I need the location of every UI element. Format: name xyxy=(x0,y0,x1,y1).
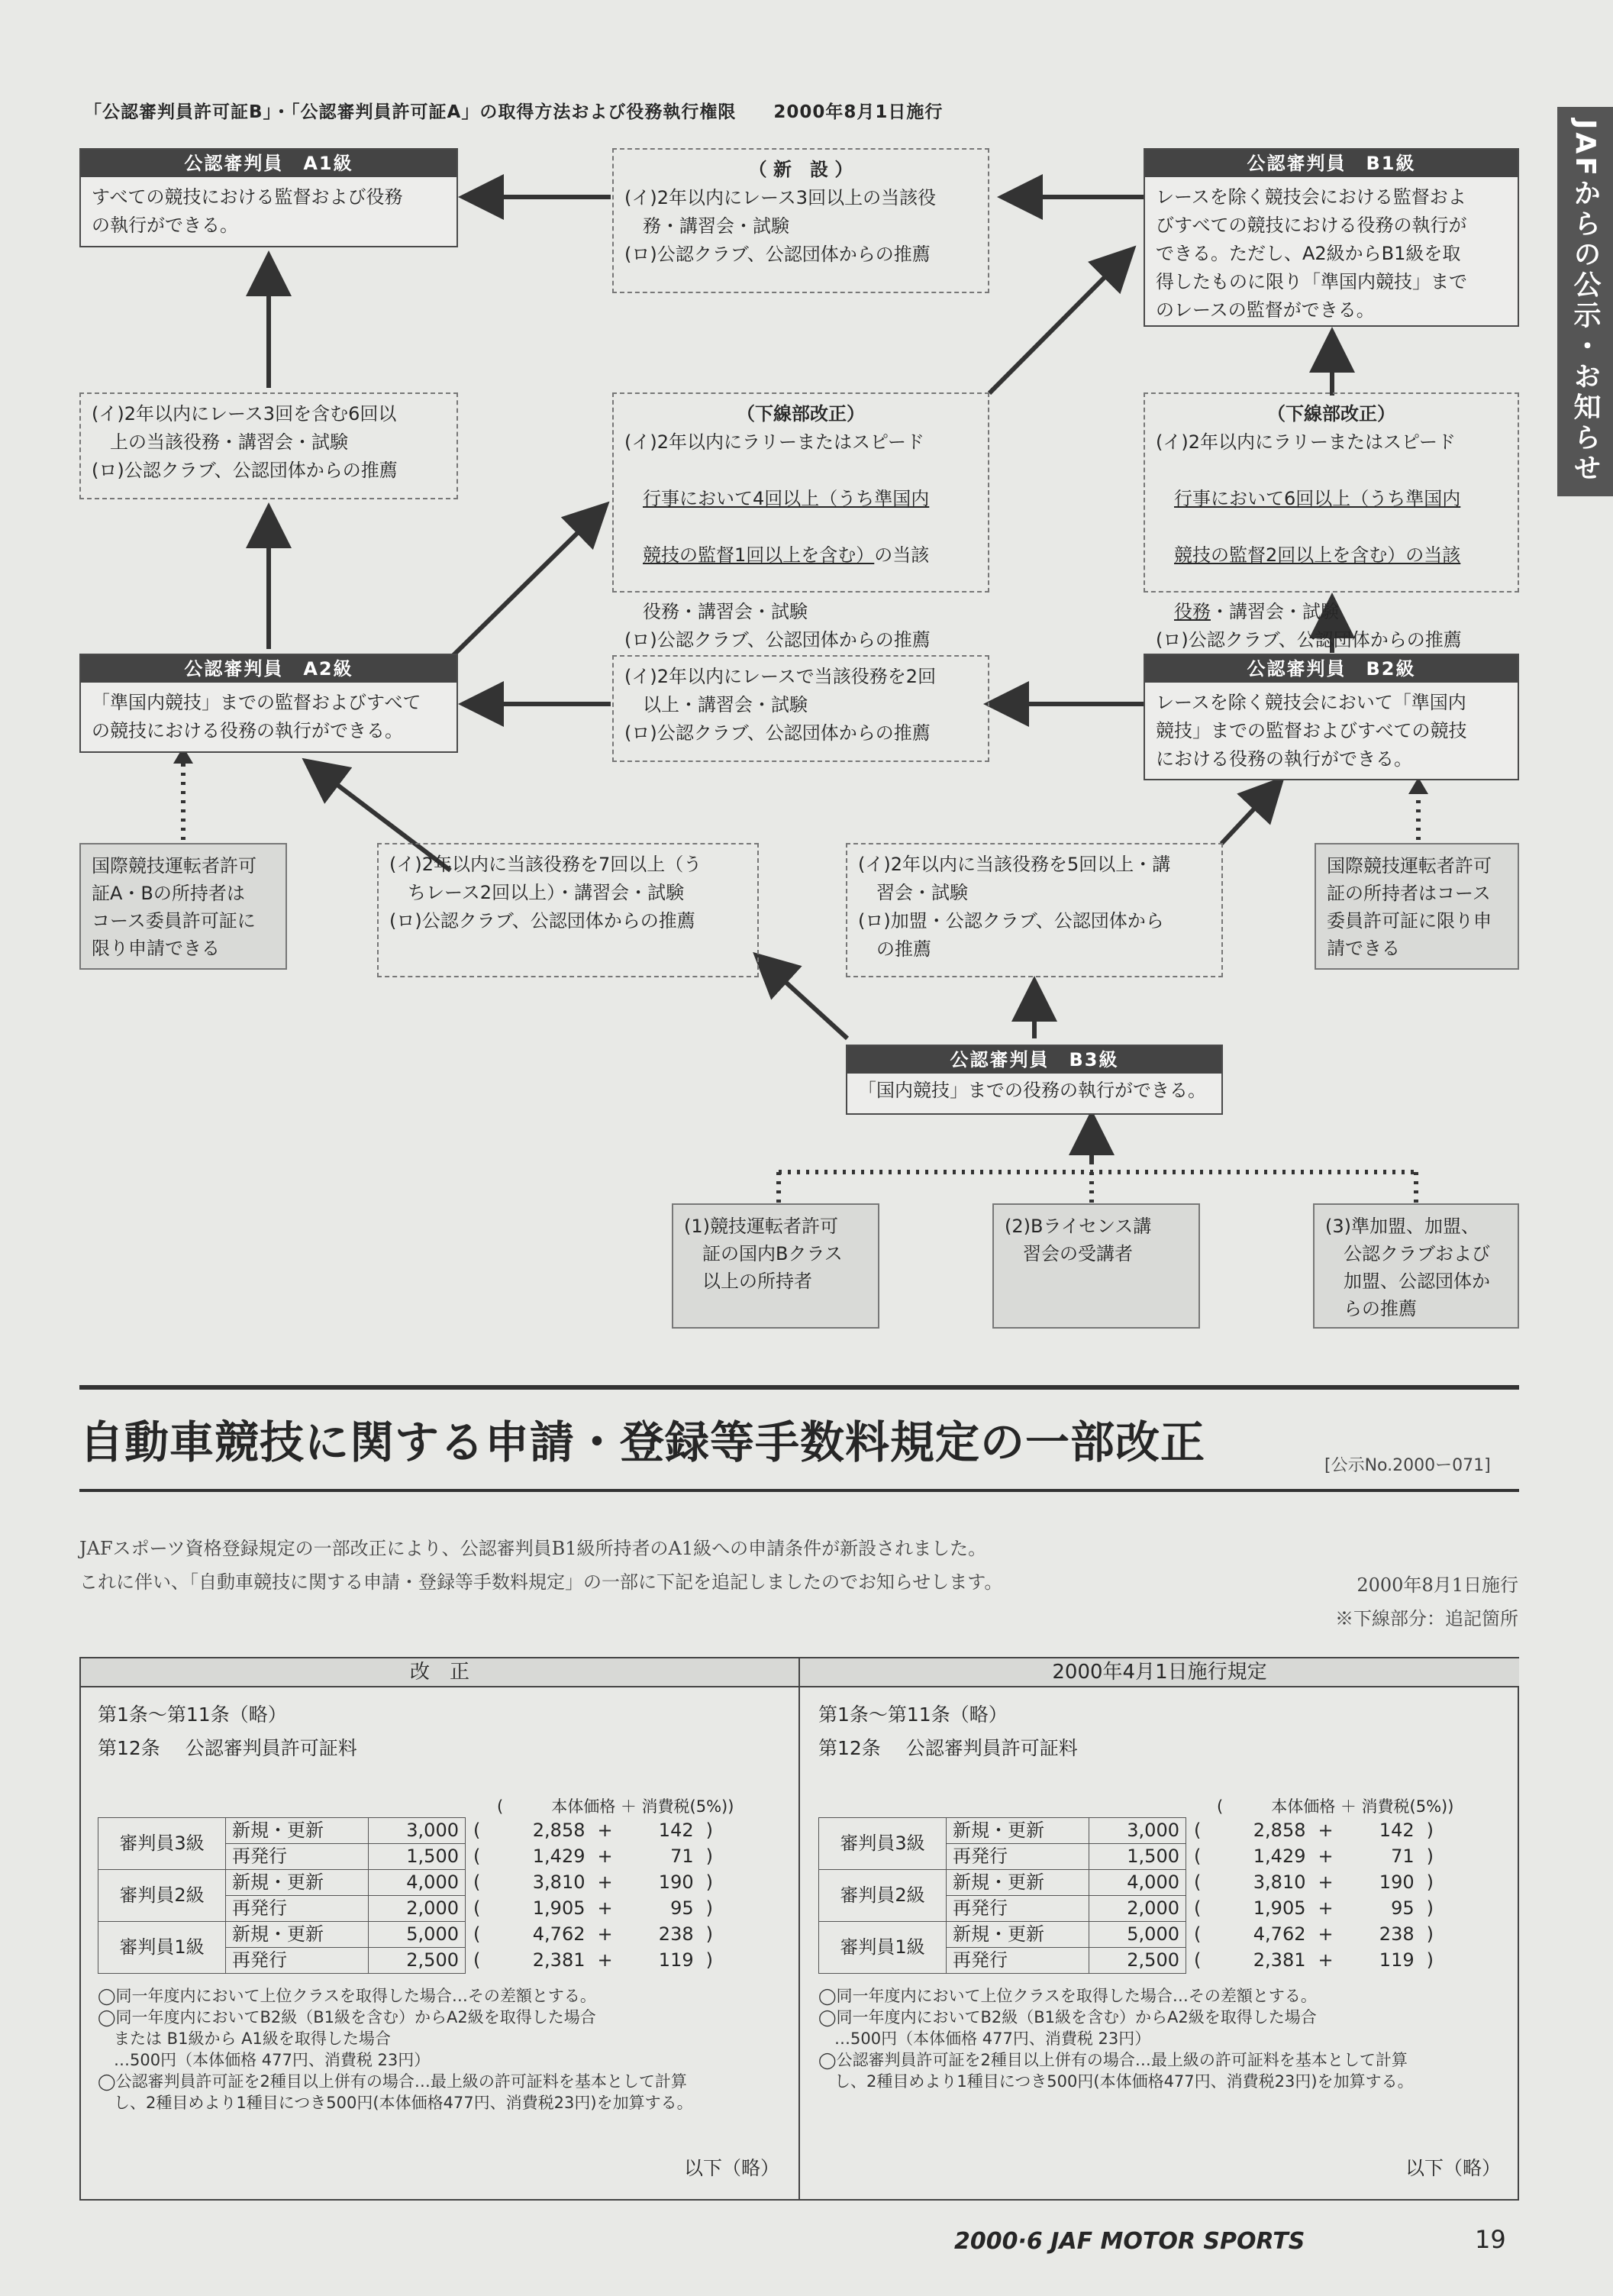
header-title: 「公認審判員許可証B」・「公認審判員許可証A」の取得方法および役務執行権限 xyxy=(84,102,737,122)
underline-remark: ※下線部分：追記箇所 xyxy=(1335,1608,1518,1629)
base-price-cell: 2,858 xyxy=(532,1820,586,1841)
fee-comparison-table xyxy=(79,1657,1519,2201)
fee-left-price-head: ( 本体価格 ＋ 消費税(5%)) xyxy=(497,1797,734,1816)
cond-a2b1-box xyxy=(612,392,989,651)
fee-amount-cell: 3,000 xyxy=(369,1818,466,1844)
fee-type-cell: 新規・更新 xyxy=(947,1818,1089,1844)
b3-title: 公認審判員 B3級 xyxy=(847,1046,1221,1074)
cond-a2b1-head: （下線部改正） xyxy=(737,403,865,425)
cond-a2a1-ro: (ロ)公認クラブ、公認団体からの推薦 xyxy=(92,460,398,481)
fee-amount-cell: 4,000 xyxy=(369,1870,466,1896)
side-tab: JAFからの公示・お知らせ xyxy=(1557,107,1613,496)
source-box-3: (3)準加盟、加盟、 公認クラブおよび 加盟、公認団体か らの推薦 xyxy=(1313,1203,1519,1329)
fee-left-header: 改 正 xyxy=(81,1658,798,1687)
fee-type-cell: 再発行 xyxy=(947,1948,1089,1974)
grade-cell: 審判員1級 xyxy=(819,1922,947,1974)
b1-text: レースを除く競技会における監督およ びすべての競技における役務の執行が できる。ただし、A2級からB1級を取 得したものに限り「準国内競技」まで のレースの監督ができる。 xyxy=(1156,186,1467,321)
cond-b3a2-i: (イ)2年以内に当該役務を7回以上（う ちレース2回以上）・講習会・試験 xyxy=(389,854,702,903)
fee-amount-cell: 5,000 xyxy=(1089,1922,1186,1948)
paren-close: ) xyxy=(705,1871,713,1893)
cond-b2a2-i: (イ)2年以内にレースで当該役務を2回 以上・講習会・試験 xyxy=(624,666,937,715)
cond-new-head: （ 新 設 ） xyxy=(748,159,853,180)
cond-a2a1-i: (イ)2年以内にレース3回を含む6回以 上の当該役務・講習会・試験 xyxy=(92,403,397,453)
section-rule-bottom xyxy=(79,1489,1519,1492)
plus-sign: + xyxy=(597,1949,613,1971)
tax-cell: 142 xyxy=(1379,1820,1415,1841)
base-price-cell: 1,905 xyxy=(1253,1897,1306,1919)
effective-date: 2000年8月1日施行 xyxy=(1357,1574,1518,1596)
plus-sign: + xyxy=(597,1923,613,1945)
arrow-cond-to-b2 xyxy=(1221,783,1279,844)
grade-cell: 審判員2級 xyxy=(819,1870,947,1922)
paren-close: ) xyxy=(1426,1820,1434,1841)
fee-left-articles xyxy=(98,1698,357,1765)
cond-a2b1-i3: 競技の監督1回以上を含む） xyxy=(643,544,875,566)
section-rule-top xyxy=(79,1385,1519,1390)
intro-line-2: これに伴い、「自動車競技に関する申請・登録等手数料規定」の一部に下記を追記しましたのでお知らせします。 xyxy=(79,1571,1003,1593)
arrow-a2-to-cond-b1 xyxy=(452,508,603,657)
cond-b3b2-i: (イ)2年以内に当該役務を5回以上・講 習会・試験 xyxy=(858,854,1171,903)
cond-a2a1-box xyxy=(79,392,458,499)
page-number: 19 xyxy=(1475,2225,1506,2254)
fee-type-cell: 再発行 xyxy=(226,1896,369,1922)
cond-a2b1-i1: (イ)2年以内にラリーまたはスピード xyxy=(624,431,925,453)
a2-text: 「準国内競技」までの監督およびすべて の競技における役務の執行ができる。 xyxy=(92,692,421,741)
tax-cell: 119 xyxy=(658,1949,694,1971)
source-box-2: (2)Bライセンス講 習会の受講者 xyxy=(992,1203,1200,1329)
fee-amount-cell: 2,500 xyxy=(1089,1948,1186,1974)
base-price-cell: 2,381 xyxy=(532,1949,586,1971)
plus-sign: + xyxy=(1318,1949,1334,1971)
cond-new-ro: (ロ)公認クラブ、公認団体からの推薦 xyxy=(624,244,931,265)
source-box-1: (1)競技運転者許可 証の国内Bクラス 以上の所持者 xyxy=(672,1203,879,1329)
tax-cell: 142 xyxy=(658,1820,694,1841)
grade-cell: 審判員2級 xyxy=(98,1870,226,1922)
cond-b2b1-ro: (ロ)公認クラブ、公認団体からの推薦 xyxy=(1156,629,1462,651)
fee-right-notes: ◯同一年度内において上位クラスを取得した場合…その差額とする。 ◯同一年度内においてB2級（B1級を含む）からA2級を取得した場合 …500円（本体価格 477円、消費税 23円） ◯公認審判員許可証を2種目以上併有の場合…最上級の許可証料を基本として計算 し、2種目めより1種目につき500円(本体価格477円、消費税23円)を加算する。 xyxy=(818,1987,1414,2091)
cond-a2b1-i2: 行事において4回以上（うち準国内 xyxy=(643,488,930,509)
paren-open: ( xyxy=(473,1949,481,1971)
base-price-cell: 3,810 xyxy=(1253,1871,1306,1893)
fee-type-cell: 再発行 xyxy=(226,1844,369,1870)
fee-left-art1: 第1条〜第11条（略） xyxy=(98,1703,287,1726)
paren-open: ( xyxy=(1194,1897,1202,1919)
cond-b2b1-head: （下線部改正） xyxy=(1267,403,1395,425)
fee-right-articles xyxy=(818,1698,1078,1765)
cond-b2b1-i5: ・講習会・試験 xyxy=(1211,601,1339,622)
paren-close: ) xyxy=(705,1923,713,1945)
cond-a2b1-i5: 役務・講習会・試験 xyxy=(643,601,808,622)
table-row xyxy=(819,1818,1448,1844)
fee-amount-cell: 5,000 xyxy=(369,1922,466,1948)
paren-close: ) xyxy=(705,1897,713,1919)
cond-b3b2-ro: (ロ)加盟・公認クラブ、公認団体から の推薦 xyxy=(858,910,1164,960)
cond-new-box xyxy=(612,148,989,293)
arrow-b3-to-cond xyxy=(760,958,847,1038)
base-price-cell: 4,762 xyxy=(1253,1923,1306,1945)
paren-close: ) xyxy=(705,1949,713,1971)
a1-box xyxy=(79,148,458,247)
fee-amount-cell: 2,500 xyxy=(369,1948,466,1974)
fee-type-cell: 新規・更新 xyxy=(226,1870,369,1896)
section-title: 自動車競技に関する申請・登録等手数料規定の一部改正 xyxy=(79,1416,1206,1468)
cond-b2a2-ro: (ロ)公認クラブ、公認団体からの推薦 xyxy=(624,722,931,744)
table-row xyxy=(819,1870,1448,1896)
tax-cell: 71 xyxy=(1391,1846,1415,1867)
fee-left-notes: ◯同一年度内において上位クラスを取得した場合…その差額とする。 ◯同一年度内においてB2級（B1級を含む）からA2級を取得した場合 または B1級から A1級を取得した場合 …500円（本体価格 477円、消費税 23円） ◯公認審判員許可証を2種目以上併有の場合…最上級の許可証料を基本として計算 し、2種目めより1種目につき500円(本体価格477円、消費税23円)を加算する。 xyxy=(98,1987,693,2112)
tax-cell: 119 xyxy=(1379,1949,1415,1971)
cond-b2b1-i1: (イ)2年以内にラリーまたはスピード xyxy=(1156,431,1457,453)
table-row xyxy=(98,1870,727,1896)
paren-close: ) xyxy=(1426,1871,1434,1893)
grade-cell: 審判員1級 xyxy=(98,1922,226,1974)
notice-number: [公示No.2000ー071] xyxy=(1324,1456,1491,1475)
cond-new-i: (イ)2年以内にレース3回以上の当該役 務・講習会・試験 xyxy=(624,187,937,237)
plus-sign: + xyxy=(597,1871,613,1893)
paren-open: ( xyxy=(1194,1820,1202,1841)
fee-amount-cell: 1,500 xyxy=(1089,1844,1186,1870)
paren-open: ( xyxy=(473,1871,481,1893)
a1-text: すべての競技における監督および役務 の執行ができる。 xyxy=(92,186,403,236)
cond-b2b1-i4: 役務 xyxy=(1174,601,1211,622)
b1-box xyxy=(1144,148,1519,327)
b3-box xyxy=(846,1045,1223,1115)
plus-sign: + xyxy=(1318,1897,1334,1919)
a1-title: 公認審判員 A1級 xyxy=(81,150,456,177)
plus-sign: + xyxy=(1318,1923,1334,1945)
fee-amount-cell: 2,000 xyxy=(1089,1896,1186,1922)
base-price-cell: 4,762 xyxy=(532,1923,586,1945)
cond-b2b1-box xyxy=(1144,392,1519,651)
cond-b2b1-i3: 競技の監督2回以上を含む）の当該 xyxy=(1174,544,1461,566)
intl-license-note-left: 国際競技運転者許可 証A・Bの所持者は コース委員許可証に 限り申請できる xyxy=(79,843,287,970)
fee-right-art12: 第12条 公認審判員許可証料 xyxy=(818,1737,1078,1759)
paren-open: ( xyxy=(1194,1846,1202,1867)
plus-sign: + xyxy=(597,1897,613,1919)
fee-right-header: 2000年4月1日施行規定 xyxy=(798,1658,1519,1687)
base-price-cell: 1,905 xyxy=(532,1897,586,1919)
fee-amount-cell: 3,000 xyxy=(1089,1818,1186,1844)
fee-type-cell: 再発行 xyxy=(226,1948,369,1974)
tax-cell: 238 xyxy=(1379,1923,1415,1945)
base-price-cell: 1,429 xyxy=(532,1846,586,1867)
paren-close: ) xyxy=(705,1820,713,1841)
tax-cell: 190 xyxy=(1379,1871,1415,1893)
plus-sign: + xyxy=(1318,1846,1334,1867)
base-price-cell: 2,381 xyxy=(1253,1949,1306,1971)
fee-type-cell: 新規・更新 xyxy=(947,1922,1089,1948)
fee-amount-cell: 4,000 xyxy=(1089,1870,1186,1896)
base-price-cell: 1,429 xyxy=(1253,1846,1306,1867)
cond-b2a2-box xyxy=(612,655,989,762)
paren-open: ( xyxy=(1194,1871,1202,1893)
cond-a2b1-i4: の当該 xyxy=(874,544,930,566)
grade-cell: 審判員3級 xyxy=(98,1818,226,1870)
paren-open: ( xyxy=(473,1846,481,1867)
plus-sign: + xyxy=(597,1846,613,1867)
tax-cell: 95 xyxy=(1391,1897,1415,1919)
cond-b3a2-box xyxy=(377,843,759,977)
fee-type-cell: 再発行 xyxy=(947,1844,1089,1870)
footer-magazine: 2000·6 JAF MOTOR SPORTS xyxy=(954,2228,1305,2255)
paren-open: ( xyxy=(473,1897,481,1919)
paren-close: ) xyxy=(1426,1923,1434,1945)
fee-type-cell: 再発行 xyxy=(947,1896,1089,1922)
paren-open: ( xyxy=(473,1820,481,1841)
plus-sign: + xyxy=(1318,1871,1334,1893)
paren-open: ( xyxy=(1194,1923,1202,1945)
fee-amount-cell: 1,500 xyxy=(369,1844,466,1870)
left-fee-table xyxy=(98,1817,727,1974)
paren-close: ) xyxy=(1426,1949,1434,1971)
paren-close: ) xyxy=(1426,1897,1434,1919)
base-price-cell: 2,858 xyxy=(1253,1820,1306,1841)
b2-box xyxy=(1144,654,1519,780)
right-fee-table xyxy=(818,1817,1448,1974)
cond-b2b1-i2: 行事において6回以上（うち準国内 xyxy=(1174,488,1461,509)
fee-type-cell: 新規・更新 xyxy=(947,1870,1089,1896)
tax-cell: 95 xyxy=(670,1897,694,1919)
paren-close: ) xyxy=(1426,1846,1434,1867)
cond-a2b1-ro: (ロ)公認クラブ、公認団体からの推薦 xyxy=(624,629,931,651)
cond-b3a2-ro: (ロ)公認クラブ、公認団体からの推薦 xyxy=(389,910,695,932)
tax-cell: 190 xyxy=(658,1871,694,1893)
fee-right-price-head: ( 本体価格 ＋ 消費税(5%)) xyxy=(1217,1797,1454,1816)
paren-open: ( xyxy=(473,1923,481,1945)
table-row xyxy=(98,1818,727,1844)
fee-type-cell: 新規・更新 xyxy=(226,1818,369,1844)
b2-text: レースを除く競技会において「準国内 競技」までの監督およびすべての競技 における役務の執行ができる。 xyxy=(1156,692,1467,770)
fee-left-grid xyxy=(98,1817,727,1974)
plus-sign: + xyxy=(1318,1820,1334,1841)
grade-cell: 審判員3級 xyxy=(819,1818,947,1870)
fee-right-grid xyxy=(818,1817,1448,1974)
fee-left-omit: 以下（略） xyxy=(684,2157,780,2179)
table-row xyxy=(819,1922,1448,1948)
b1-title: 公認審判員 B1級 xyxy=(1145,150,1518,177)
fee-amount-cell: 2,000 xyxy=(369,1896,466,1922)
tax-cell: 71 xyxy=(670,1846,694,1867)
tax-cell: 238 xyxy=(658,1923,694,1945)
paren-close: ) xyxy=(705,1846,713,1867)
fee-divider xyxy=(798,1686,800,2199)
arrow-cond-to-b1 xyxy=(989,252,1130,393)
fee-type-cell: 新規・更新 xyxy=(226,1922,369,1948)
intro-line-1: JAFスポーツ資格登録規定の一部改正により、公認審判員B1級所持者のA1級への申請条件が新設されました。 xyxy=(79,1538,987,1559)
a2-title: 公認審判員 A2級 xyxy=(81,655,456,683)
b2-title: 公認審判員 B2級 xyxy=(1145,655,1518,683)
fee-right-omit: 以下（略） xyxy=(1405,2157,1502,2179)
header-date: 2000年8月1日施行 xyxy=(773,102,944,122)
intl-license-note-right: 国際競技運転者許可 証の所持者はコース 委員許可証に限り申 請できる xyxy=(1315,843,1519,970)
cond-b3b2-box xyxy=(846,843,1223,977)
plus-sign: + xyxy=(597,1820,613,1841)
a2-box xyxy=(79,654,458,753)
table-row xyxy=(98,1922,727,1948)
paren-open: ( xyxy=(1194,1949,1202,1971)
fee-left-art12: 第12条 公認審判員許可証料 xyxy=(98,1737,357,1759)
base-price-cell: 3,810 xyxy=(532,1871,586,1893)
fee-right-art1: 第1条〜第11条（略） xyxy=(818,1703,1008,1726)
b3-text: 「国内競技」までの役務の執行ができる。 xyxy=(858,1080,1206,1101)
